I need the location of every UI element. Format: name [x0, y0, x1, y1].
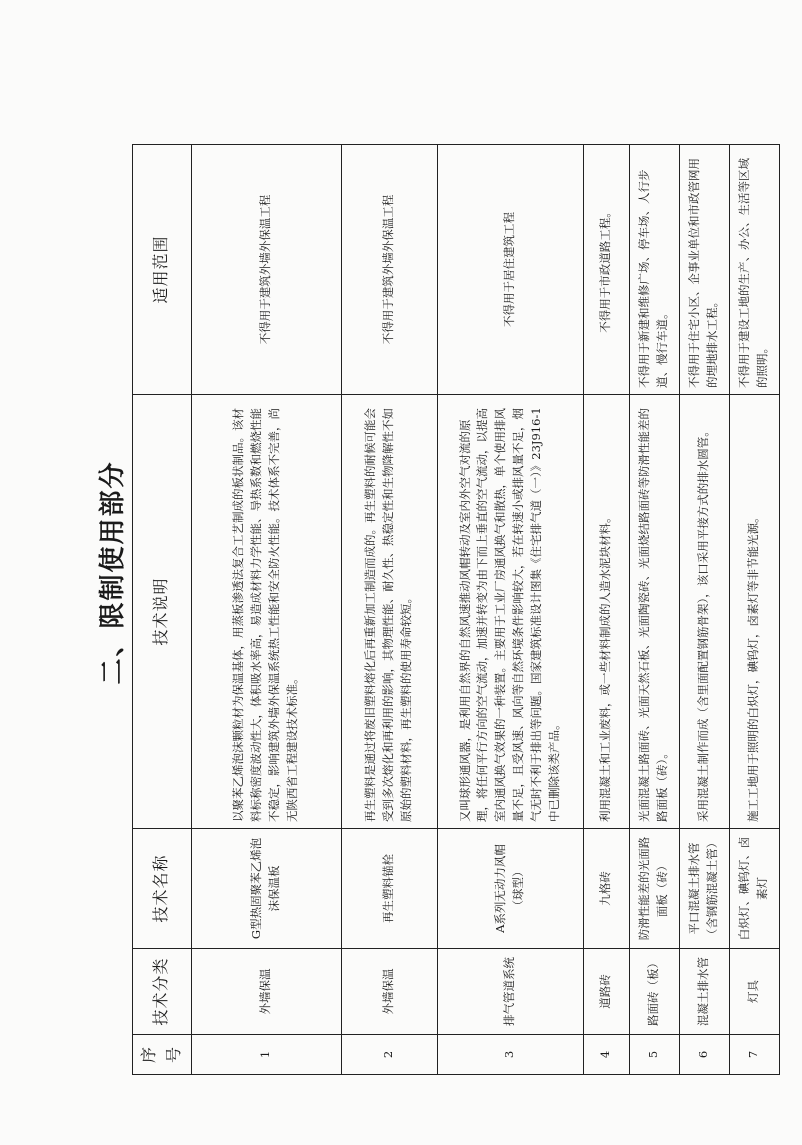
- row-index: 7: [729, 1035, 779, 1075]
- row-index: 4: [583, 1035, 629, 1075]
- row-name: 再生塑料锚栓: [341, 829, 437, 949]
- row-category: 外墙保温: [341, 949, 437, 1035]
- table-row: [191, 145, 341, 1075]
- row-scope: 不得用于建设工地的生产、办公、生活等区域的照明。: [729, 145, 779, 395]
- row-name: 九格砖: [583, 829, 629, 949]
- row-category: 道路砖: [583, 949, 629, 1035]
- row-category: 外墙保温: [191, 949, 341, 1035]
- row-description: 光面混凝土路面砖、光面天然石板、光面陶瓷砖、光面烧结路面砖等防滑性能差的路面板（砖）。: [629, 395, 679, 829]
- row-name: A系列无动力风帽（球型）: [437, 829, 583, 949]
- header-index: 序号: [133, 1035, 192, 1075]
- row-category: 路面砖（板）: [629, 949, 679, 1035]
- restricted-technology-table: [132, 144, 780, 1075]
- row-description: 又叫球形通风器，是利用自然界的自然风速推动风帽转动及室内外空气对流的原理，将任何平行方向的空气流动，加速并转变为由下而上垂直的空气流动，以提高室内通风换气效果的一种装置。主要用于工业厂房通风换气和散热，单个使用排风量不足，且受风速、风向等自然环境条件影响较大，若在转速小或排风量不足，烟气无时不利于排出等问题。国家建筑标准设计图集《住宅排气道（一）》23J916-1中已删除该类产品。: [437, 395, 583, 829]
- header-category: 技术分类: [133, 949, 192, 1035]
- row-description: 采用混凝土制作而成（含里面配置钢筋骨架），该口采用平接方式的排水圆管。: [679, 395, 729, 829]
- row-name: 防滑性能差的光面路面板（砖）: [629, 829, 679, 949]
- row-name: 平口混凝土排水管（含钢筋混凝土管）: [679, 829, 729, 949]
- row-description: 利用混凝土和工业废料，或一些材料制成的人造水泥块材料。: [583, 395, 629, 829]
- table-row: [629, 145, 679, 1075]
- row-category: 混凝土排水管: [679, 949, 729, 1035]
- row-description: 再生塑料是通过将废旧塑料熔化后再重新加工制造而成的。再生塑料的耐候可能会受到多次熔化和再利用的影响，其物理性能、耐久性、热稳定性和生物降解性不如原始的塑料材料，再生塑料的使用寿命较短。: [341, 395, 437, 829]
- row-category: 灯具: [729, 949, 779, 1035]
- table-row: [341, 145, 437, 1075]
- row-category: 排气管道系统: [437, 949, 583, 1035]
- row-scope: 不得用于建筑外墙外保温工程: [341, 145, 437, 395]
- row-name: 白炽灯、碘钨灯、卤素灯: [729, 829, 779, 949]
- row-index: 5: [629, 1035, 679, 1075]
- page-title: 二、限制使用部分: [98, 460, 128, 685]
- row-index: 1: [191, 1035, 341, 1075]
- header-description: 技术说明: [133, 395, 192, 829]
- table-row: [437, 145, 583, 1075]
- table-row: [729, 145, 779, 1075]
- row-index: 2: [341, 1035, 437, 1075]
- row-scope: 不得用于市政道路工程。: [583, 145, 629, 395]
- row-scope: 不得用于建筑外墙外保温工程: [191, 145, 341, 395]
- row-scope: 不得用于新建和维修广场、停车场、人行步道、慢行车道。: [629, 145, 679, 395]
- header-scope: 适用范围: [133, 145, 192, 395]
- header-name: 技术名称: [133, 829, 192, 949]
- row-scope: 不得用于居住建筑工程: [437, 145, 583, 395]
- row-index: 3: [437, 1035, 583, 1075]
- row-index: 6: [679, 1035, 729, 1075]
- row-description: 以聚苯乙烯泡沫颗粒材为保温基体，用蒸板渗透法复合工艺制成的板状制品。该材料标称密度波动性大，体积吸水率高，易造成材料力学性能、导热系数和燃烧性能不稳定，影响建筑外墙外保温系统热工性能和安全防火性能。技术体系不完善，尚无陕西省工程建设技术标准。: [191, 395, 341, 829]
- row-description: 施工工地用于照明的白炽灯，碘钨灯，卤素灯等非节能光源。: [729, 395, 779, 829]
- table-row: [583, 145, 629, 1075]
- table-row: [679, 145, 729, 1075]
- table-header-row: [133, 145, 192, 1075]
- row-scope: 不得用于住宅小区、企事业单位和市政管网用的埋地排水工程。: [679, 145, 729, 395]
- row-name: G型热固聚苯乙烯泡沫保温板: [191, 829, 341, 949]
